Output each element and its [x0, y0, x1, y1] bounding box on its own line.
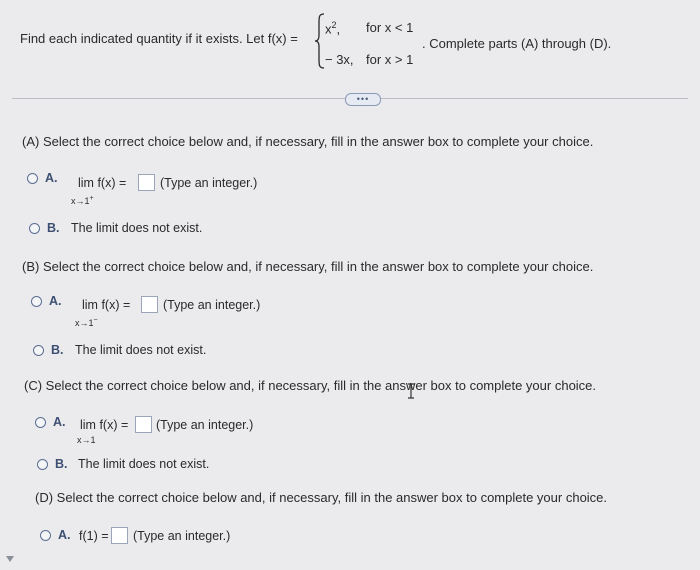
- part-d-prompt: (D) Select the correct choice below and, if necessary, fill in the answer box to complete your choice.: [35, 490, 608, 505]
- part-b-prompt: (B) Select the correct choice below and, if necessary, fill in the answer box to complete your choice.: [22, 259, 594, 274]
- more-button[interactable]: •••: [345, 93, 381, 106]
- part-a-choice-b-radio[interactable]: [29, 223, 40, 234]
- text-cursor-icon: [405, 383, 417, 399]
- part-a-answer-box[interactable]: [138, 174, 155, 191]
- part-c-choice-a-radio[interactable]: [35, 417, 46, 428]
- part-b-choice-a-radio[interactable]: [31, 296, 42, 307]
- part-c-answer-box[interactable]: [135, 416, 152, 433]
- part-b-choice-a-letter: A.: [49, 294, 62, 308]
- part-d-hint: (Type an integer.): [133, 529, 231, 543]
- problem-intro: Find each indicated quantity if it exists. Let f(x) =: [20, 31, 298, 46]
- part-b-choice-b-text: The limit does not exist.: [75, 343, 207, 357]
- part-d-expression: f(1) =: [79, 529, 109, 543]
- part-a-choice-b-letter: B.: [47, 221, 60, 235]
- part-c-choice-a-letter: A.: [53, 415, 66, 429]
- part-b-lim-subscript: x→1−: [75, 317, 98, 328]
- part-c-lim-subscript: x→1: [77, 435, 96, 445]
- part-d-answer-box[interactable]: [111, 527, 128, 544]
- part-d-choice-a-letter: A.: [58, 528, 71, 542]
- part-a-choice-a-radio[interactable]: [27, 173, 38, 184]
- part-c-lim-label: lim f(x) =: [80, 418, 129, 432]
- part-c-hint: (Type an integer.): [156, 418, 254, 432]
- part-c-choice-b-letter: B.: [55, 457, 68, 471]
- part-c-choice-b-radio[interactable]: [37, 459, 48, 470]
- part-a-prompt: (A) Select the correct choice below and, if necessary, fill in the answer box to complete your choice.: [22, 134, 594, 149]
- part-a-lim-subscript: x→1+: [71, 195, 94, 206]
- part-a-hint: (Type an integer.): [160, 176, 258, 190]
- part-d-choice-a-radio[interactable]: [40, 530, 51, 541]
- piece2-condition: for x > 1: [366, 52, 414, 67]
- piece1-expression: $x^2$,: [325, 20, 341, 37]
- scroll-down-arrow-icon[interactable]: [6, 556, 14, 562]
- part-b-choice-b-radio[interactable]: [33, 345, 44, 356]
- piece1-condition: for x < 1: [366, 20, 414, 35]
- part-b-lim-label: lim f(x) =: [82, 298, 131, 312]
- part-c-prompt: (C) Select the correct choice below and, if necessary, fill in the answer box to complete your choice.: [24, 378, 597, 393]
- part-a-choice-a-letter: A.: [45, 171, 58, 185]
- part-b-choice-b-letter: B.: [51, 343, 64, 357]
- part-a-lim-label: lim f(x) =: [78, 176, 127, 190]
- part-a-choice-b-text: The limit does not exist.: [71, 221, 203, 235]
- problem-tail: . Complete parts (A) through (D).: [422, 36, 612, 51]
- part-b-answer-box[interactable]: [141, 296, 158, 313]
- part-c-choice-b-text: The limit does not exist.: [78, 457, 210, 471]
- piece2-expression: − 3x,: [325, 52, 354, 67]
- part-b-hint: (Type an integer.): [163, 298, 261, 312]
